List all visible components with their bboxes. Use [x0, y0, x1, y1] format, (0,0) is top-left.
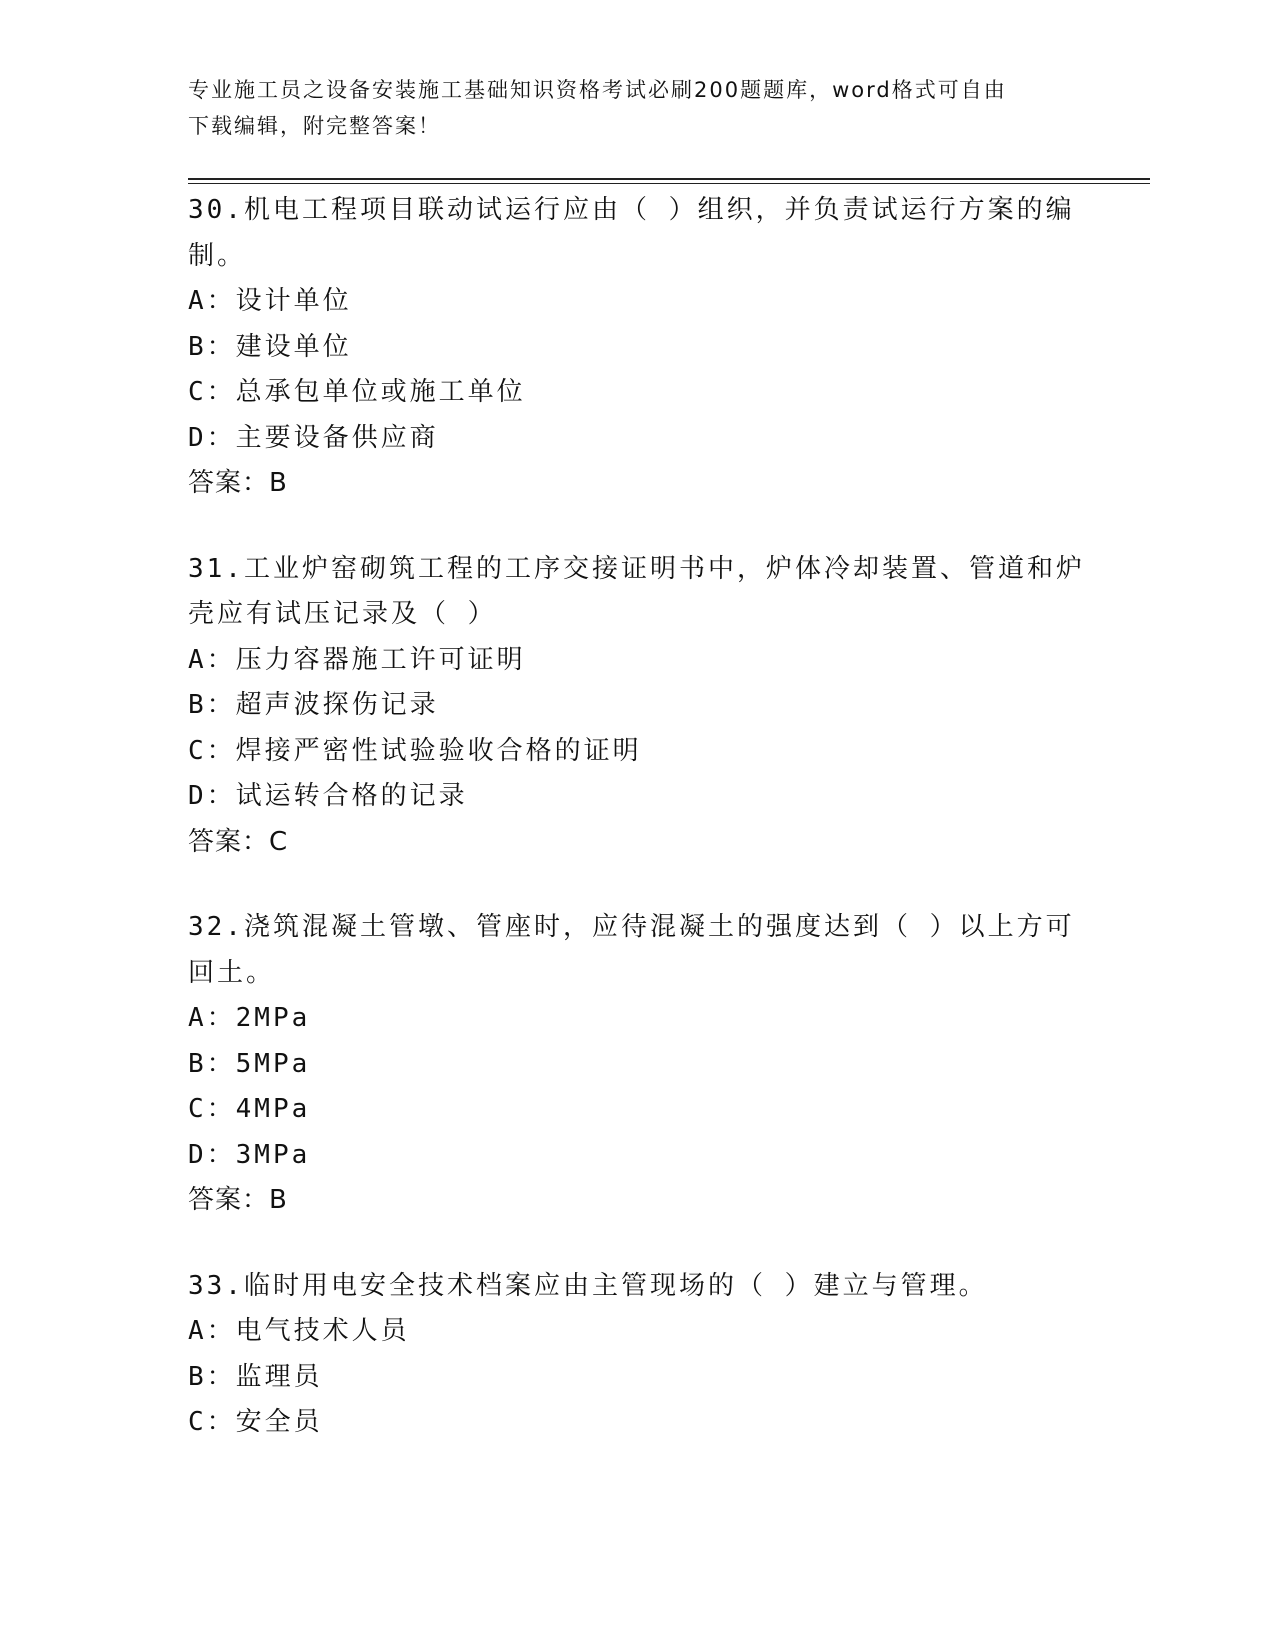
question-31: [188, 547, 1088, 866]
document-header: [188, 72, 1068, 144]
header-line-2: 下载编辑，附完整答案！: [188, 114, 441, 138]
header-divider-thick: [188, 178, 1150, 180]
question-33: [188, 1264, 1088, 1446]
answer: 答案：B: [188, 468, 288, 498]
question-text-line: 制。: [188, 240, 247, 271]
question-text-line: 30.机电工程项目联动试运行应由（ ）组织，并负责试运行方案的编: [188, 195, 1075, 225]
option-d: D：3MPa: [188, 1139, 311, 1170]
option-c: C：安全员: [188, 1407, 323, 1437]
question-text-line: 32.浇筑混凝土管墩、管座时，应待混凝土的强度达到（ ）以上方可: [188, 912, 1075, 942]
question-30: [188, 188, 1088, 507]
option-a: A：2MPa: [188, 1003, 311, 1033]
question-text-line: 31.工业炉窑砌筑工程的工序交接证明书中，炉体冷却装置、管道和炉: [188, 553, 1085, 584]
answer: 答案：B: [188, 1185, 288, 1215]
option-b: B：建设单位: [188, 331, 352, 362]
question-text-line: 回土。: [188, 957, 276, 988]
header-divider-thin: [188, 183, 1150, 184]
header-line-1: 专业施工员之设备安装施工基础知识资格考试必刷200题题库，word格式可自由: [188, 78, 1007, 102]
option-c: C：总承包单位或施工单位: [188, 377, 526, 407]
question-list: [188, 188, 1088, 1486]
question-32: [188, 905, 1088, 1224]
option-c: C：4MPa: [188, 1094, 311, 1124]
option-a: A：电气技术人员: [188, 1316, 410, 1346]
answer: 答案：C: [188, 826, 289, 857]
option-c: C：焊接严密性试验验收合格的证明: [188, 735, 642, 766]
option-d: D：试运转合格的记录: [188, 781, 468, 811]
option-b: B：监理员: [188, 1361, 323, 1392]
option-d: D：主要设备供应商: [188, 422, 439, 453]
option-a: A：压力容器施工许可证明: [188, 644, 526, 675]
option-a: A：设计单位: [188, 286, 352, 316]
question-text-line: 33.临时用电安全技术档案应由主管现场的（ ）建立与管理。: [188, 1270, 988, 1301]
option-b: B：超声波探伤记录: [188, 690, 439, 720]
question-text-line: 壳应有试压记录及（ ）: [188, 599, 497, 629]
option-b: B：5MPa: [188, 1048, 311, 1079]
